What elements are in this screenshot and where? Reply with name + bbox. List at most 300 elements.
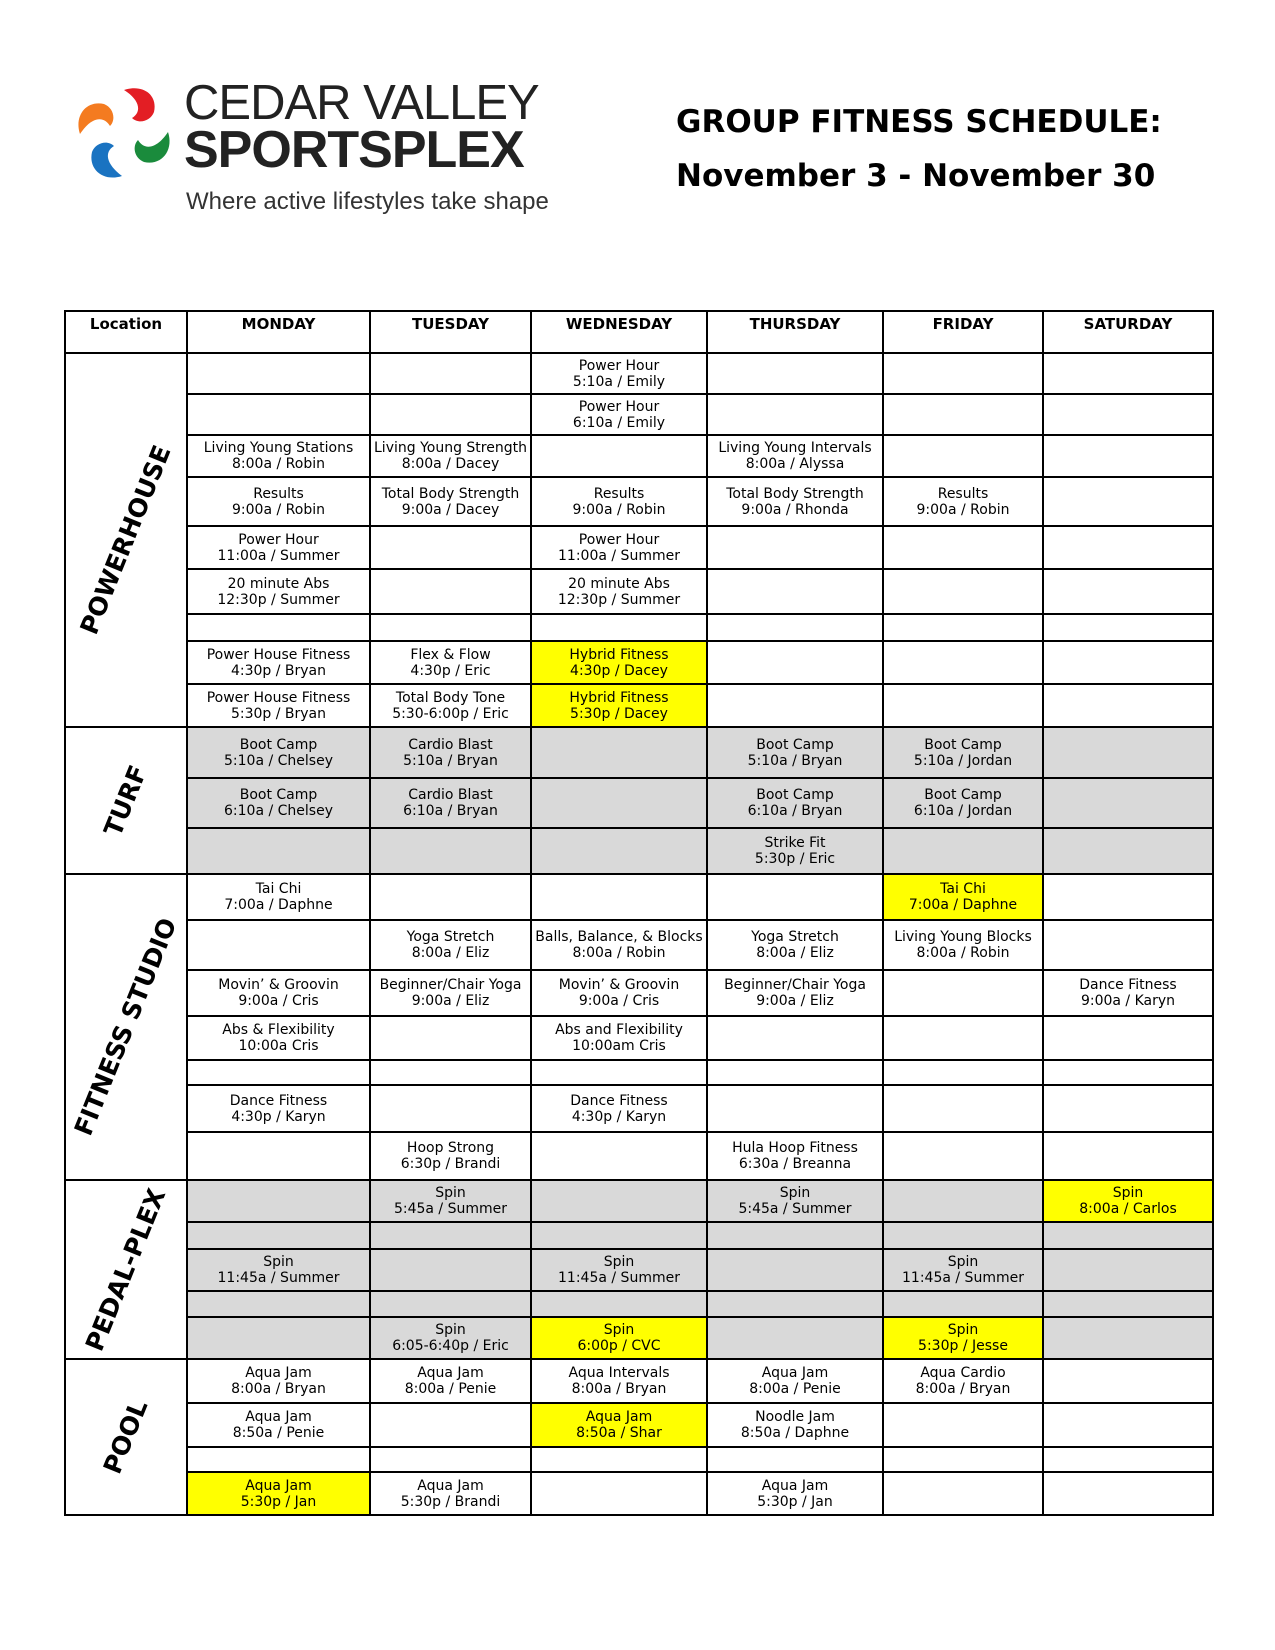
class-name: Spin [1112, 1185, 1144, 1201]
class-name: Boot Camp [239, 787, 318, 803]
class-cell-wednesday [531, 394, 707, 435]
class-time-instructor: 5:30p / Jan [757, 1493, 833, 1510]
location-cell [65, 353, 187, 727]
class-time-instructor: 8:00a / Robin [232, 456, 325, 472]
class-name: Total Body Strength [726, 485, 864, 502]
empty-cell [370, 526, 531, 569]
table-row [65, 641, 1213, 684]
class-time-instructor: 7:00a / Daphne [224, 897, 333, 913]
class-cell-tuesday [370, 1317, 531, 1359]
table-row [65, 1180, 1213, 1222]
class-time-instructor: 8:00a / Bryan [915, 1381, 1011, 1397]
table-row [65, 569, 1213, 614]
class-name: 20 minute Abs [227, 575, 330, 592]
empty-cell [531, 1222, 707, 1249]
empty-cell [370, 394, 531, 435]
empty-cell [187, 828, 370, 874]
empty-cell [1043, 353, 1213, 394]
class-cell-thursday [707, 435, 883, 477]
schedule-table [64, 310, 1214, 1516]
empty-cell [707, 1249, 883, 1291]
empty-cell [707, 353, 883, 394]
empty-cell [531, 1180, 707, 1222]
table-row [65, 1447, 1213, 1472]
empty-cell [707, 569, 883, 614]
class-name: Hybrid Fitness [569, 689, 669, 706]
empty-cell [531, 1472, 707, 1515]
table-row [65, 874, 1213, 920]
empty-cell [883, 1180, 1043, 1222]
class-time-instructor: 9:00a / Rhonda [741, 501, 849, 518]
table-row [65, 684, 1213, 727]
empty-cell [531, 435, 707, 477]
class-time-instructor: 8:00a / Penie [749, 1381, 841, 1397]
empty-cell [883, 394, 1043, 435]
empty-cell [883, 970, 1043, 1016]
empty-cell [883, 1472, 1043, 1515]
class-time-instructor: 8:00a / Dacey [401, 456, 500, 472]
class-name: Movin’ & Groovin [558, 977, 680, 993]
empty-cell [531, 727, 707, 778]
class-name: Power House Fitness [206, 689, 351, 706]
class-time-instructor: 8:00a / Bryan [231, 1381, 326, 1397]
class-time-instructor: 6:10a / Emily [572, 414, 666, 431]
class-name: Boot Camp [924, 787, 1002, 803]
class-time-instructor: 8:00a / Penie [404, 1381, 497, 1397]
class-cell-monday [187, 526, 370, 569]
class-cell-thursday [707, 727, 883, 778]
class-time-instructor: 5:10a / Bryan [403, 752, 498, 769]
class-name: Living Young Intervals [718, 440, 872, 456]
logo [72, 76, 549, 226]
class-cell-friday [883, 874, 1043, 920]
class-name: Hula Hoop Fitness [732, 1140, 858, 1156]
class-time-instructor: 4:30p / Dacey [570, 662, 668, 679]
class-time-instructor: 5:30p / Dacey [570, 705, 668, 722]
empty-cell [370, 1085, 531, 1132]
empty-cell [370, 353, 531, 394]
class-name: 20 minute Abs [568, 575, 670, 592]
class-cell-wednesday [531, 569, 707, 614]
class-cell-saturday [1043, 1180, 1213, 1222]
class-cell-monday [187, 641, 370, 684]
empty-cell [1043, 1472, 1213, 1515]
empty-cell [1043, 1222, 1213, 1249]
class-cell-friday [883, 1317, 1043, 1359]
class-cell-friday [883, 1249, 1043, 1291]
class-cell-monday [187, 778, 370, 828]
class-name: Aqua Intervals [568, 1365, 670, 1381]
class-time-instructor: 8:00a / Eliz [756, 945, 834, 961]
empty-cell [1043, 1291, 1213, 1317]
empty-cell [883, 684, 1043, 727]
empty-cell [187, 1291, 370, 1317]
class-name: Power Hour [578, 357, 660, 374]
class-time-instructor: 9:00a / Dacey [401, 501, 500, 518]
class-name: Power Hour [238, 531, 319, 548]
empty-cell [370, 1249, 531, 1291]
empty-cell [370, 569, 531, 614]
class-time-instructor: 11:00a / Summer [217, 547, 340, 564]
header-saturday: SATURDAY [1043, 311, 1213, 353]
class-name: Results [253, 485, 304, 502]
class-name: Total Body Strength [381, 485, 520, 502]
empty-cell [1043, 1132, 1213, 1180]
class-cell-wednesday [531, 1016, 707, 1060]
table-row [65, 614, 1213, 641]
class-cell-tuesday [370, 970, 531, 1016]
class-time-instructor: 6:10a / Jordan [913, 803, 1013, 819]
empty-cell [370, 1016, 531, 1060]
empty-cell [883, 1060, 1043, 1085]
brand-line-1: CEDAR VALLEY [184, 76, 539, 130]
class-name: Power Hour [578, 531, 660, 548]
brand-line-2: SPORTSPLEX [184, 121, 524, 179]
class-name: Living Young Stations [203, 440, 354, 456]
class-time-instructor: 7:00a / Daphne [908, 897, 1018, 913]
class-cell-tuesday [370, 641, 531, 684]
class-cell-tuesday [370, 727, 531, 778]
class-cell-monday [187, 970, 370, 1016]
empty-cell [883, 1016, 1043, 1060]
class-cell-monday [187, 1085, 370, 1132]
class-cell-monday [187, 727, 370, 778]
schedule-dates: November 3 - November 30 [676, 158, 1156, 194]
class-name: Dance Fitness [1079, 977, 1177, 993]
empty-cell [707, 684, 883, 727]
empty-cell [370, 1222, 531, 1249]
empty-cell [187, 353, 370, 394]
header-row [65, 311, 1213, 353]
empty-cell [1043, 614, 1213, 641]
empty-cell [1043, 874, 1213, 920]
class-name: Cardio Blast [408, 736, 493, 753]
table-row [65, 394, 1213, 435]
empty-cell [883, 614, 1043, 641]
empty-cell [370, 1060, 531, 1085]
empty-cell [883, 1085, 1043, 1132]
table-row [65, 1016, 1213, 1060]
class-name: Aqua Jam [417, 1477, 484, 1494]
class-name: Abs and Flexibility [555, 1022, 683, 1038]
class-time-instructor: 10:00am Cris [572, 1038, 666, 1054]
class-name: Balls, Balance, & Blocks [535, 929, 703, 945]
class-name: Aqua Jam [417, 1365, 484, 1381]
class-time-instructor: 9:00a / Eliz [756, 993, 834, 1009]
class-name: Strike Fit [764, 835, 826, 851]
class-cell-tuesday [370, 477, 531, 526]
class-name: Results [937, 485, 989, 502]
header-monday: MONDAY [187, 311, 370, 353]
class-time-instructor: 8:00a / Alyssa [745, 456, 845, 472]
empty-cell [1043, 477, 1213, 526]
class-time-instructor: 8:00a / Carlos [1079, 1201, 1177, 1217]
class-time-instructor: 5:10a / Bryan [747, 752, 843, 769]
empty-cell [1043, 1249, 1213, 1291]
empty-cell [707, 394, 883, 435]
class-name: Yoga Stretch [751, 929, 839, 945]
empty-cell [531, 1447, 707, 1472]
empty-cell [1043, 394, 1213, 435]
empty-cell [370, 1403, 531, 1447]
class-time-instructor: 5:30p / Jesse [918, 1338, 1008, 1354]
sportsplex-logo-icon [72, 82, 176, 182]
empty-cell [707, 1016, 883, 1060]
class-time-instructor: 11:45a / Summer [558, 1270, 680, 1286]
class-time-instructor: 6:00p / CVC [577, 1338, 661, 1354]
class-name: Aqua Jam [761, 1477, 829, 1494]
empty-cell [187, 1060, 370, 1085]
class-time-instructor: 5:10a / Emily [572, 373, 666, 390]
empty-cell [1043, 1016, 1213, 1060]
empty-cell [1043, 1447, 1213, 1472]
empty-cell [187, 920, 370, 970]
class-time-instructor: 9:00a / Karyn [1080, 993, 1176, 1009]
class-name: Yoga Stretch [406, 929, 495, 945]
empty-cell [1043, 435, 1213, 477]
empty-cell [1043, 778, 1213, 828]
class-cell-monday [187, 1016, 370, 1060]
table-row [65, 970, 1213, 1016]
empty-cell [707, 1447, 883, 1472]
class-time-instructor: 6:30p / Brandi [400, 1156, 501, 1172]
class-cell-friday [883, 1359, 1043, 1403]
class-cell-tuesday [370, 1359, 531, 1403]
class-time-instructor: 5:45a / Summer [738, 1201, 852, 1217]
class-time-instructor: 8:50a / Daphne [740, 1425, 850, 1441]
class-time-instructor: 6:10a / Bryan [747, 803, 843, 819]
empty-cell [707, 614, 883, 641]
empty-cell [707, 526, 883, 569]
table-row [65, 1291, 1213, 1317]
empty-cell [1043, 828, 1213, 874]
empty-cell [187, 1317, 370, 1359]
class-cell-wednesday [531, 526, 707, 569]
class-name: Power House Fitness [206, 646, 351, 663]
class-time-instructor: 10:00a Cris [238, 1038, 319, 1054]
class-cell-friday [883, 778, 1043, 828]
class-time-instructor: 4:30p / Bryan [230, 662, 327, 679]
empty-cell [883, 1132, 1043, 1180]
location-cell [65, 727, 187, 874]
header-location: Location [65, 311, 187, 353]
class-cell-thursday [707, 920, 883, 970]
class-time-instructor: 6:30a / Breanna [738, 1156, 852, 1172]
empty-cell [883, 353, 1043, 394]
empty-cell [531, 874, 707, 920]
empty-cell [707, 1085, 883, 1132]
class-name: Boot Camp [756, 787, 834, 803]
empty-cell [883, 1291, 1043, 1317]
class-name: Spin [947, 1322, 979, 1338]
class-time-instructor: 5:10a / Jordan [913, 752, 1013, 769]
class-name: Spin [603, 1254, 635, 1270]
class-name: Abs & Flexibility [222, 1022, 335, 1038]
location-cell [65, 1359, 187, 1515]
empty-cell [187, 1447, 370, 1472]
table-row [65, 1249, 1213, 1291]
class-cell-monday [187, 1249, 370, 1291]
class-cell-thursday [707, 828, 883, 874]
class-name: Spin [435, 1185, 466, 1201]
class-name: Aqua Jam [245, 1365, 312, 1381]
class-cell-wednesday [531, 920, 707, 970]
class-time-instructor: 6:10a / Bryan [403, 803, 498, 819]
empty-cell [1043, 920, 1213, 970]
empty-cell [883, 569, 1043, 614]
class-cell-wednesday [531, 1317, 707, 1359]
empty-cell [187, 1222, 370, 1249]
class-name: Aqua Cardio [920, 1365, 1006, 1381]
class-name: Boot Camp [924, 736, 1002, 753]
location-cell [65, 1180, 187, 1359]
class-name: Aqua Jam [245, 1409, 312, 1425]
header-thursday: THURSDAY [707, 311, 883, 353]
class-time-instructor: 6:05-6:40p / Eric [392, 1338, 509, 1354]
schedule-title: GROUP FITNESS SCHEDULE: [676, 104, 1162, 140]
empty-cell [1043, 526, 1213, 569]
class-name: Total Body Tone [395, 689, 506, 706]
class-name: Spin [603, 1322, 635, 1338]
empty-cell [531, 778, 707, 828]
class-cell-friday [883, 727, 1043, 778]
class-cell-wednesday [531, 684, 707, 727]
class-cell-tuesday [370, 435, 531, 477]
empty-cell [707, 1291, 883, 1317]
class-cell-thursday [707, 1132, 883, 1180]
class-time-instructor: 5:30-6:00p / Eric [392, 705, 509, 722]
class-name: Power Hour [578, 398, 660, 415]
class-cell-tuesday [370, 1472, 531, 1515]
table-row [65, 1472, 1213, 1515]
class-name: Beginner/Chair Yoga [724, 977, 866, 993]
table-row [65, 1222, 1213, 1249]
class-name: Hoop Strong [406, 1140, 495, 1156]
class-name: Boot Camp [239, 736, 318, 753]
class-name: Movin’ & Groovin [218, 977, 339, 993]
table-row [65, 353, 1213, 394]
empty-cell [1043, 1060, 1213, 1085]
class-cell-thursday [707, 477, 883, 526]
table-row [65, 477, 1213, 526]
class-cell-wednesday [531, 477, 707, 526]
location-label: POOL [97, 1395, 154, 1478]
class-time-instructor: 8:00a / Robin [916, 945, 1010, 961]
class-cell-friday [883, 920, 1043, 970]
class-cell-thursday [707, 1359, 883, 1403]
empty-cell [707, 641, 883, 684]
empty-cell [883, 1222, 1043, 1249]
class-time-instructor: 9:00a / Eliz [411, 993, 490, 1009]
empty-cell [883, 1403, 1043, 1447]
empty-cell [1043, 1317, 1213, 1359]
table-row [65, 727, 1213, 778]
class-name: Dance Fitness [570, 1092, 668, 1109]
empty-cell [1043, 1085, 1213, 1132]
empty-cell [531, 614, 707, 641]
class-cell-monday [187, 435, 370, 477]
class-cell-saturday [1043, 970, 1213, 1016]
table-row [65, 778, 1213, 828]
class-cell-thursday [707, 1180, 883, 1222]
class-cell-monday [187, 1403, 370, 1447]
class-cell-wednesday [531, 970, 707, 1016]
empty-cell [883, 1447, 1043, 1472]
location-label: POWERHOUSE [74, 441, 177, 639]
class-name: Noodle Jam [755, 1409, 835, 1425]
class-cell-wednesday [531, 641, 707, 684]
class-cell-wednesday [531, 1403, 707, 1447]
class-time-instructor: 11:45a / Summer [217, 1270, 340, 1286]
class-time-instructor: 9:00a / Cris [578, 993, 660, 1009]
class-cell-wednesday [531, 1249, 707, 1291]
class-name: Cardio Blast [408, 787, 493, 803]
class-name: Tai Chi [255, 881, 302, 897]
empty-cell [187, 614, 370, 641]
class-time-instructor: 8:00a / Robin [572, 945, 666, 961]
class-time-instructor: 4:30p / Karyn [231, 1108, 326, 1125]
class-time-instructor: 11:00a / Summer [558, 547, 680, 564]
class-time-instructor: 12:30p / Summer [557, 591, 681, 608]
class-cell-wednesday [531, 353, 707, 394]
empty-cell [531, 828, 707, 874]
empty-cell [1043, 641, 1213, 684]
class-time-instructor: 4:30p / Karyn [571, 1108, 667, 1125]
header-friday: FRIDAY [883, 311, 1043, 353]
class-time-instructor: 9:00a / Robin [572, 501, 666, 518]
class-time-instructor: 5:30p / Eric [754, 851, 836, 867]
location-label: FITNESS STUDIO [68, 913, 183, 1140]
class-name: Dance Fitness [229, 1092, 328, 1109]
table-row [65, 435, 1213, 477]
empty-cell [707, 1317, 883, 1359]
table-row [65, 828, 1213, 874]
class-time-instructor: 5:30p / Brandi [400, 1493, 501, 1510]
class-time-instructor: 4:30p / Eric [410, 662, 491, 679]
class-name: Living Young Strength [374, 440, 527, 456]
class-cell-thursday [707, 1472, 883, 1515]
class-time-instructor: 6:10a / Chelsey [224, 803, 333, 819]
empty-cell [187, 1132, 370, 1180]
class-cell-tuesday [370, 684, 531, 727]
class-time-instructor: 11:45a / Summer [902, 1270, 1024, 1286]
class-name: Spin [947, 1254, 979, 1270]
class-cell-tuesday [370, 1180, 531, 1222]
class-name: Aqua Jam [585, 1409, 653, 1425]
class-time-instructor: 9:00a / Cris [238, 993, 319, 1009]
header-tuesday: TUESDAY [370, 311, 531, 353]
class-cell-thursday [707, 970, 883, 1016]
class-cell-wednesday [531, 1359, 707, 1403]
empty-cell [883, 526, 1043, 569]
class-name: Beginner/Chair Yoga [379, 977, 522, 993]
empty-cell [883, 641, 1043, 684]
class-time-instructor: 8:50a / Penie [232, 1425, 325, 1441]
class-time-instructor: 12:30p / Summer [217, 591, 340, 608]
class-cell-friday [883, 477, 1043, 526]
table-row [65, 1060, 1213, 1085]
table-row [65, 920, 1213, 970]
empty-cell [370, 614, 531, 641]
class-name: Hybrid Fitness [569, 646, 669, 663]
empty-cell [531, 1291, 707, 1317]
class-name: Spin [779, 1185, 811, 1201]
table-row [65, 1085, 1213, 1132]
empty-cell [531, 1132, 707, 1180]
class-cell-monday [187, 874, 370, 920]
empty-cell [1043, 569, 1213, 614]
empty-cell [531, 1060, 707, 1085]
